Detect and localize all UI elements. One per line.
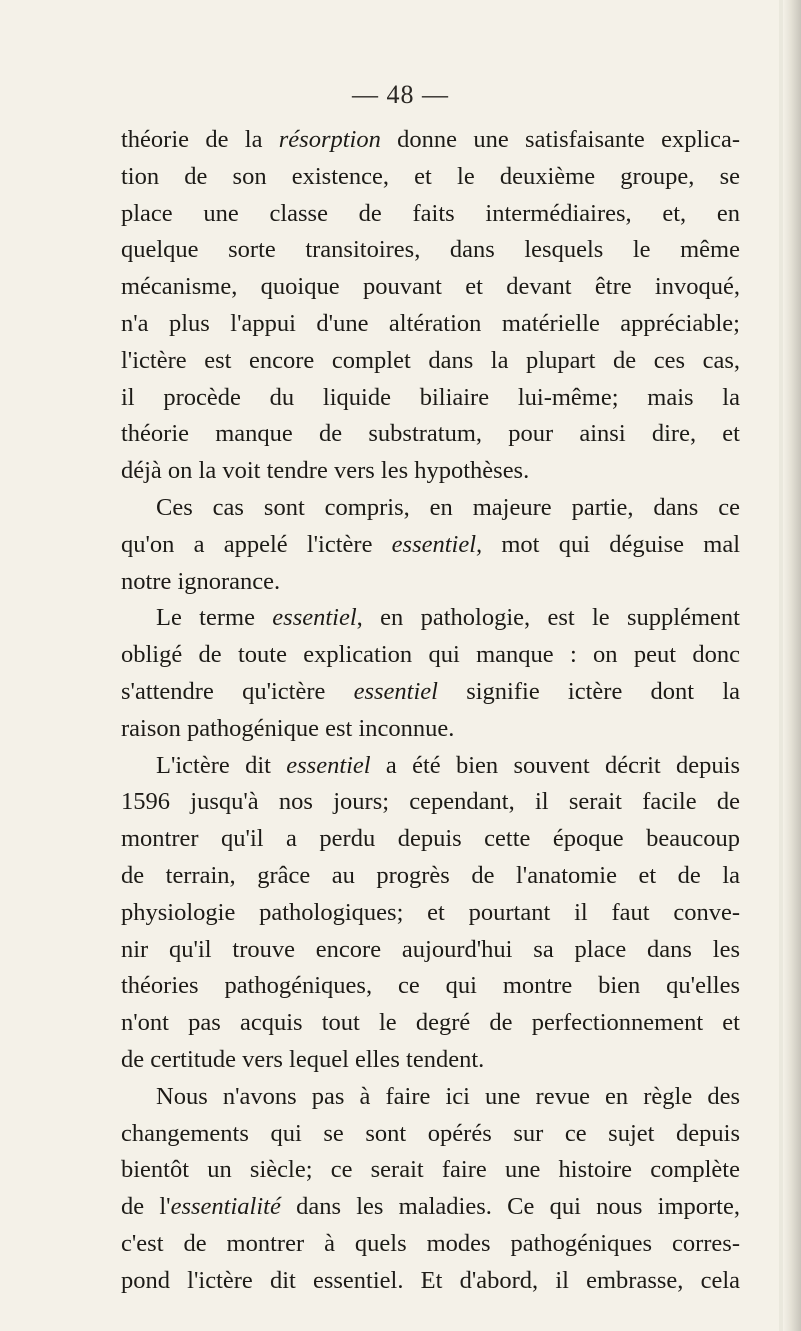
text-line [121, 600, 740, 637]
italic-term: essentiel [286, 751, 371, 779]
text-run: dans les maladies. Ce qui nous importe, [280, 1193, 740, 1221]
body-text [121, 122, 740, 1300]
text-line [121, 564, 740, 601]
text-run: Nous n'avons pas à faire ici une revue en règle des [156, 1082, 740, 1110]
text-run: déjà on la voit tendre vers les hypothèses. [121, 457, 530, 485]
italic-term: essentiel [353, 677, 438, 705]
text-run: 1596 jusqu'à nos jours; cependant, il serait facile de [121, 788, 740, 816]
text-run: nir qu'il trouve encore aujourd'hui sa place dans les [121, 935, 740, 963]
text-line [121, 453, 740, 490]
text-run: c'est de montrer à quels modes pathogéniques corres- [121, 1229, 740, 1257]
text-line [121, 711, 740, 748]
text-line [121, 1116, 740, 1153]
text-run: de certitude vers lequel elles tendent. [121, 1045, 485, 1073]
text-run: signifie ictère dont la [437, 677, 741, 705]
italic-term: essentialité [170, 1193, 281, 1221]
text-line [121, 416, 740, 453]
text-run: il procède du liquide biliaire lui-même; mais la [121, 383, 740, 411]
text-line [121, 674, 740, 711]
text-run: pond l'ictère dit essentiel. Et d'abord, il embrasse, cela [121, 1266, 740, 1294]
text-line [121, 490, 740, 527]
page-number: — 48 — [352, 80, 449, 109]
text-line [121, 1152, 740, 1189]
text-run: mot qui déguise mal [482, 530, 740, 558]
text-line [121, 122, 740, 159]
text-line [121, 1079, 740, 1116]
text-run: de l' [121, 1193, 171, 1221]
text-line [121, 269, 740, 306]
text-line [121, 1263, 740, 1300]
text-run: L'ictère dit [156, 751, 287, 779]
text-line [121, 1042, 740, 1079]
text-run: quelque sorte transitoires, dans lesquels le même [121, 236, 740, 264]
text-line [121, 1005, 740, 1042]
text-run: s'attendre qu'ictère [121, 677, 354, 705]
text-run: changements qui se sont opérés sur ce sujet depuis [121, 1119, 740, 1147]
text-run: physiologie pathologiques; et pourtant il faut conve- [121, 898, 740, 926]
text-run: mécanisme, quoique pouvant et devant être invoqué, [121, 273, 740, 301]
text-run: place une classe de faits intermédiaires, et, en [121, 199, 740, 227]
text-line [121, 821, 740, 858]
text-line [121, 232, 740, 269]
text-line [121, 527, 740, 564]
text-line [121, 343, 740, 380]
text-line [121, 196, 740, 233]
text-line [121, 968, 740, 1005]
text-run: n'ont pas acquis tout le degré de perfectionnement et [121, 1009, 740, 1037]
italic-term: essentiel [272, 604, 357, 632]
text-run: Ces cas sont compris, en majeure partie, dans ce [156, 493, 740, 521]
text-run: Le terme [156, 604, 273, 632]
text-line [121, 159, 740, 196]
text-run: l'ictère est encore complet dans la plupart de ces cas, [121, 346, 740, 374]
text-line [121, 932, 740, 969]
text-line [121, 784, 740, 821]
text-line [121, 858, 740, 895]
text-run: théorie de la [121, 126, 279, 153]
text-run: montrer qu'il a perdu depuis cette époque beaucoup [121, 825, 740, 853]
text-line [121, 306, 740, 343]
text-run: qu'on a appelé l'ictère [121, 530, 392, 558]
text-run: a été bien souvent décrit depuis [370, 751, 740, 779]
text-line [121, 1226, 740, 1263]
text-line [121, 637, 740, 674]
page-edge-shadow [783, 0, 801, 1331]
text-run: , en pathologie, est le supplément [356, 604, 740, 632]
text-line [121, 895, 740, 932]
text-run: raison pathogénique est inconnue. [121, 714, 455, 742]
text-run: tion de son existence, et le deuxième groupe, se [121, 162, 740, 190]
text-line [121, 748, 740, 785]
text-run: donne une satisfaisante explica- [380, 126, 740, 153]
italic-term: essentiel, [391, 530, 483, 558]
text-line [121, 1189, 740, 1226]
text-run: théories pathogéniques, ce qui montre bien qu'elles [121, 972, 740, 1000]
text-run: n'a plus l'appui d'une altération matérielle appréciable; [121, 309, 740, 337]
italic-term: résorption [278, 126, 381, 153]
text-run: de terrain, grâce au progrès de l'anatomie et de la [121, 861, 740, 889]
text-run: notre ignorance. [121, 567, 281, 595]
text-run: obligé de toute explication qui manque : on peut donc [121, 641, 740, 669]
text-run: théorie manque de substratum, pour ainsi dire, et [121, 420, 740, 448]
text-run: bientôt un siècle; ce serait faire une histoire complète [121, 1156, 740, 1184]
text-line [121, 380, 740, 417]
